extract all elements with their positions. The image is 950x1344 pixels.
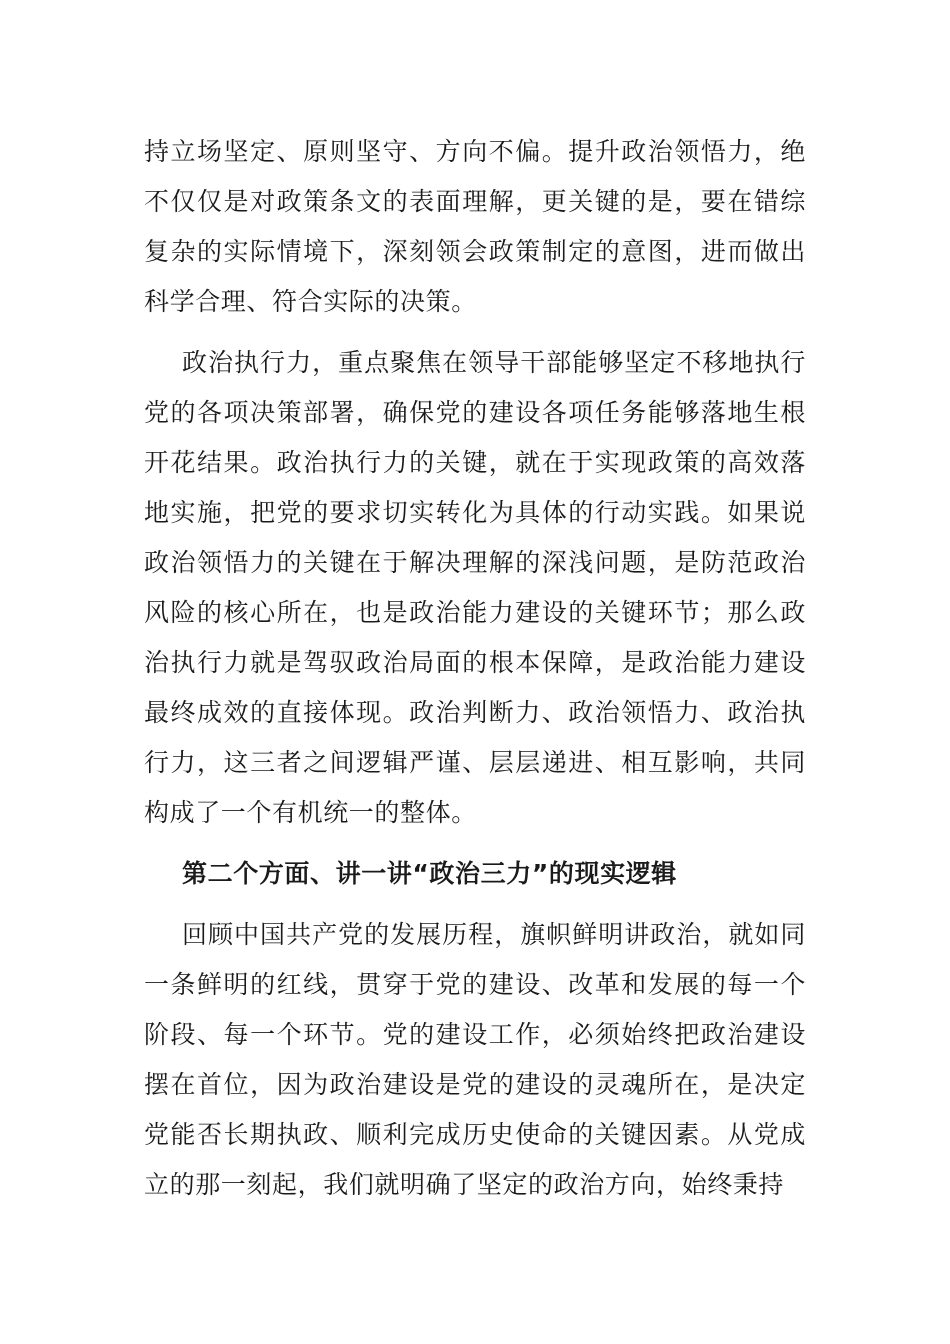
paragraph-continuation: 持立场坚定、原则坚守、方向不偏。提升政治领悟力，绝不仅仅是对政策条文的表面理解，更关键的是，要在错综复杂的实际情境下，深刻领会政策制定的意图，进而做出科学合理、符合实际的决策。 <box>144 137 806 316</box>
paragraph-political-execution: 政治执行力，重点聚焦在领导干部能够坚定不移地执行党的各项决策部署，确保党的建设各项任务能够落地生根开花结果。政治执行力的关键，就在于实现政策的高效落地实施，把党的要求切实转化为具体的行动实践。如果说政治领悟力的关键在于解决理解的深浅问题，是防范政治风险的核心所在，也是政治能力建设的关键环节；那么政治执行力就是驾驭政治局面的根本保障，是政治能力建设最终成效的直接体现。政治判断力、政治领悟力、政治执行力，这三者之间逻辑严谨、层层递进、相互影响，共同构成了一个有机统一的整体。 <box>144 348 806 827</box>
document-body <box>144 127 806 1221</box>
paragraph-history: 回顾中国共产党的发展历程，旗帜鲜明讲政治，就如同一条鲜明的红线，贯穿于党的建设、改革和发展的每一个阶段、每一个环节。党的建设工作，必须始终把政治建设摆在首位，因为政治建设是党的建设的灵魂所在，是决定党能否长期执政、顺利完成历史使命的关键因素。从党成立的那一刻起，我们就明确了坚定的政治方向，始终秉持 <box>144 920 806 1199</box>
section-heading: 第二个方面、讲一讲“政治三力”的现实逻辑 <box>182 859 677 888</box>
